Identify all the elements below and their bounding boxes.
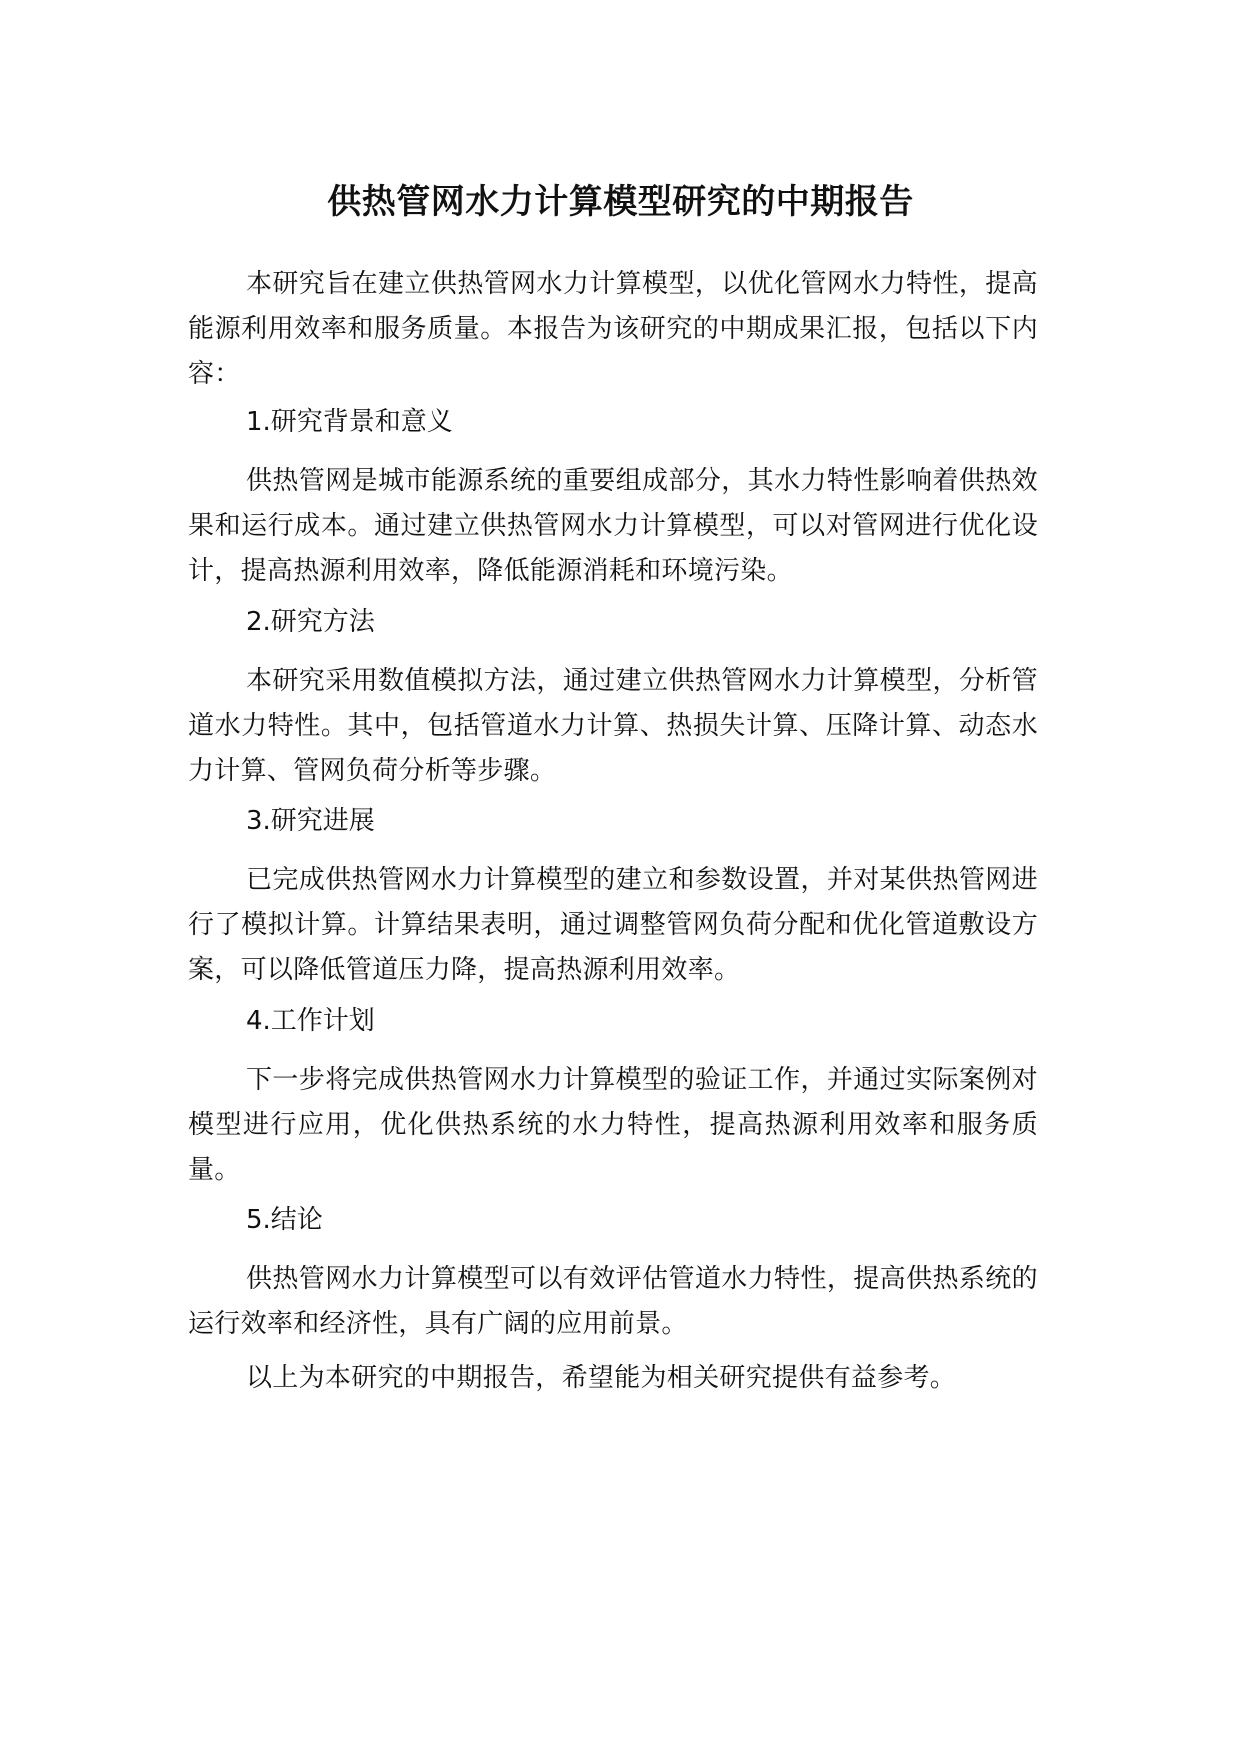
section-text-method: 本研究采用数值模拟方法，通过建立供热管网水力计算模型，分析管道水力特性。其中，包括管道水力计算、热损失计算、压降计算、动态水力计算、管网负荷分析等步骤。 xyxy=(188,666,1038,786)
closing-paragraph: 以上为本研究的中期报告，希望能为相关研究提供有益参考。 xyxy=(246,1363,957,1393)
section-text-conclusion: 供热管网水力计算模型可以有效评估管道水力特性，提高供热系统的运行效率和经济性，具有广阔的应用前景。 xyxy=(188,1264,1038,1339)
section-text-progress: 已完成供热管网水力计算模型的建立和参数设置，并对某供热管网进行了模拟计算。计算结果表明，通过调整管网负荷分配和优化管道敷设方案，可以降低管道压力降，提高热源利用效率。 xyxy=(188,865,1038,985)
document-title: 供热管网水力计算模型研究的中期报告 xyxy=(327,182,914,222)
section-heading-plan: 4.工作计划 xyxy=(246,1006,375,1036)
section-text-background: 供热管网是城市能源系统的重要组成部分，其水力特性影响着供热效果和运行成本。通过建立供热管网水力计算模型，可以对管网进行优化设计，提高热源利用效率，降低能源消耗和环境污染。 xyxy=(188,466,1038,586)
section-heading-method: 2.研究方法 xyxy=(246,607,375,637)
section-text-plan: 下一步将完成供热管网水力计算模型的验证工作，并通过实际案例对模型进行应用，优化供热系统的水力特性，提高热源利用效率和服务质量。 xyxy=(188,1065,1038,1185)
section-heading-background: 1.研究背景和意义 xyxy=(246,407,453,437)
section-heading-conclusion: 5.结论 xyxy=(246,1205,323,1235)
intro-paragraph: 本研究旨在建立供热管网水力计算模型，以优化管网水力特性，提高能源利用效率和服务质量。本报告为该研究的中期成果汇报，包括以下内容： xyxy=(188,269,1038,389)
section-heading-progress: 3.研究进展 xyxy=(246,806,375,836)
